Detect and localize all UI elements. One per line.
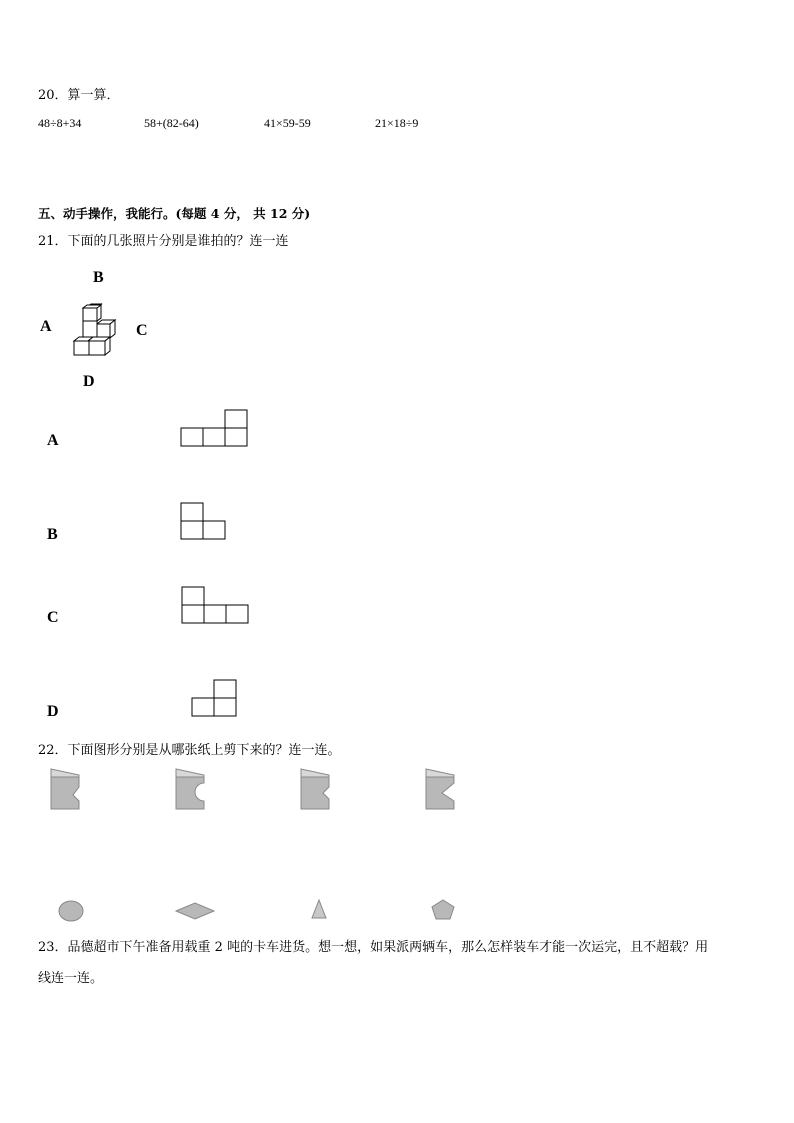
question-23-line2: 线连一连。: [38, 971, 104, 986]
expression-3: 41×59-59: [264, 116, 311, 130]
question-21-title: 21．下面的几张照片分别是谁拍的？连一连: [38, 234, 289, 249]
view-label-b: B: [47, 526, 58, 543]
direction-label-c: C: [136, 322, 148, 339]
triangle-shape: [309, 898, 331, 922]
rhombus-shape: [174, 900, 218, 922]
circle-shape: [57, 899, 87, 923]
direction-label-a: A: [40, 318, 52, 335]
view-a-figure: [180, 410, 250, 448]
direction-label-d: D: [83, 373, 95, 390]
question-20-title: 20．算一算．: [38, 88, 120, 103]
view-b-figure: [180, 502, 230, 542]
expression-4: 21×18÷9: [375, 116, 419, 130]
question-22-title: 22．下面图形分别是从哪张纸上剪下来的？连一连。: [38, 743, 341, 758]
pentagon-shape: [430, 898, 458, 922]
expression-1: 48÷8+34: [38, 116, 82, 130]
view-label-c: C: [47, 609, 59, 626]
paper-quad-notch-1: [49, 767, 85, 811]
view-label-d: D: [47, 703, 59, 720]
paper-triangle-notch-1: [299, 767, 335, 811]
view-d-figure: [191, 679, 241, 719]
paper-triangle-notch-2: [424, 767, 460, 811]
section-5-title: 五、动手操作，我能行。(每题 4 分， 共 12 分): [38, 206, 311, 221]
direction-label-b: B: [93, 269, 104, 286]
view-c-figure: [181, 586, 253, 626]
question-23-line1: 23．品德超市下午准备用载重 2 吨的卡车进货。想一想，如果派两辆车，那么怎样装车才能一次运完，且不超载？用: [38, 940, 709, 955]
view-label-a: A: [47, 432, 59, 449]
expression-2: 58+(82-64): [144, 116, 199, 130]
cube-stack-figure: [70, 304, 122, 358]
paper-semicircle-notch: [174, 767, 210, 811]
